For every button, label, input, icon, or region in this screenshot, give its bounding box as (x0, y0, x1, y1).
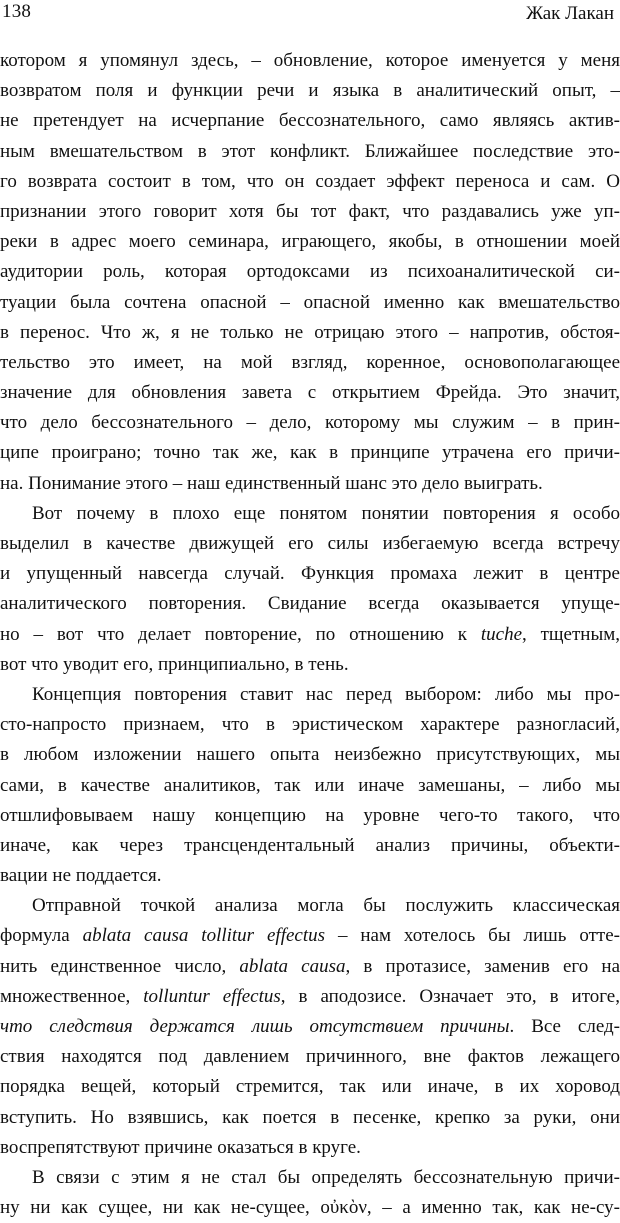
text-line: вации не поддается. (0, 865, 162, 887)
text-line: тельство это имеет, на мой взгляд, коренное, основополагающее (0, 351, 620, 373)
text-line: аналитического повторения. Свидание всегда оказывается упуще- (0, 593, 620, 615)
text-line: выделил в качестве движущей его силы избегаемую всегда встречу (0, 533, 620, 554)
running-head: Жак Лакан (526, 3, 614, 24)
text-line: ну ни как сущее, ни как не-сущее, οὐκὸν, – а именно так, как не-су- (0, 1197, 620, 1219)
text-line: формула ablata causa tollitur effectus – нам хотелось бы лишь отте- (0, 925, 620, 947)
text-line: аудитории роль, которая ортодоксами из психоаналитической си- (0, 261, 620, 283)
text-line: в перенос. Что ж, я не только не отрицаю этого – напротив, обстоя- (0, 321, 620, 343)
text-line: признании этого говорит хотя бы тот факт, что раздавались уже уп- (0, 200, 620, 222)
text-line: что дело бессознательного – дело, которому мы служим – в прин- (0, 412, 620, 434)
text-line: значение для обновления завета с открытием Фрейда. Это значит, (0, 382, 620, 404)
paragraph-4 (0, 891, 620, 1163)
text-line: Отправной точкой анализа могла бы послужить классическая (32, 895, 620, 917)
paragraph-5 (0, 1163, 620, 1223)
paragraph-1 (0, 46, 620, 499)
paragraph-3 (0, 680, 620, 891)
text-line: не претендует на исчерпание бессознательного, само являясь актив- (0, 110, 620, 132)
text-line: воспрепятствуют причине оказаться в круге. (0, 1136, 361, 1158)
text-line: реки в адрес моего семинара, играющего, якобы, в отношении моей (0, 231, 620, 253)
text-line: и упущенный навсегда случай. Функция промаха лежит в центре (0, 563, 620, 585)
text-line: ным вмешательством в этот конфликт. Ближайшее последствие это- (0, 140, 620, 162)
text-line: го возврата состоит в том, что он создает эффект переноса и сам. О (0, 170, 620, 192)
text-line: нить единственное число, ablata causa, в протазисе, заменив его на (0, 955, 620, 977)
text-line: множественное, tolluntur effectus, в аподозисе. Означает это, в итоге, (0, 985, 620, 1007)
text-line: сто-напросто признаем, что в эристическом характере разногласий, (0, 714, 620, 736)
text-line: ципе проиграно; точно так же, как в принципе утрачена его причи- (0, 442, 620, 464)
text-line: вот что уводит его, принципиально, в тень. (0, 653, 349, 675)
text-line: на. Понимание этого – наш единственный шанс это дело выиграть. (0, 472, 543, 494)
text-line: возвратом поля и функции речи и языка в аналитический опыт, – (0, 80, 620, 102)
text-line: ствия находятся под давлением причинного, вне фактов лежащего (0, 1046, 620, 1068)
paragraph-2 (0, 499, 620, 680)
text-line: вступить. Но взявшись, как поется в песенке, крепко за руки, они (0, 1106, 620, 1128)
text-line: иначе, как через трансцендентальный анализ причины, объекти- (0, 834, 620, 856)
text-line: что следствия держатся лишь отсутствием причины. Все след- (0, 1016, 620, 1037)
text-line: туации была сочтена опасной – опасной именно как вмешательство (0, 291, 620, 313)
page-number: 138 (2, 1, 32, 22)
text-line: но – вот что делает повторение, по отношению к tuche, тщетным, (0, 623, 620, 645)
text-line: Концепция повторения ставит нас перед выбором: либо мы про- (32, 683, 620, 705)
page-header (0, 0, 620, 40)
body-text (0, 46, 620, 1223)
text-line: отшлифовываем нашу концепцию на уровне чего-то такого, что (0, 804, 620, 826)
text-line: в любом изложении нашего опыта неизбежно присутствующих, мы (0, 744, 620, 766)
text-line: сами, в качестве аналитиков, так или иначе замешаны, – либо мы (0, 774, 620, 796)
text-line: порядка вещей, который стремится, так или иначе, в их хоровод (0, 1076, 620, 1098)
text-line: котором я упомянул здесь, – обновление, которое именуется у меня (0, 50, 620, 71)
text-line: В связи с этим я не стал бы определять бессознательную причи- (32, 1166, 620, 1188)
text-line: Вот почему в плохо еще понятом понятии повторения я особо (32, 502, 620, 524)
